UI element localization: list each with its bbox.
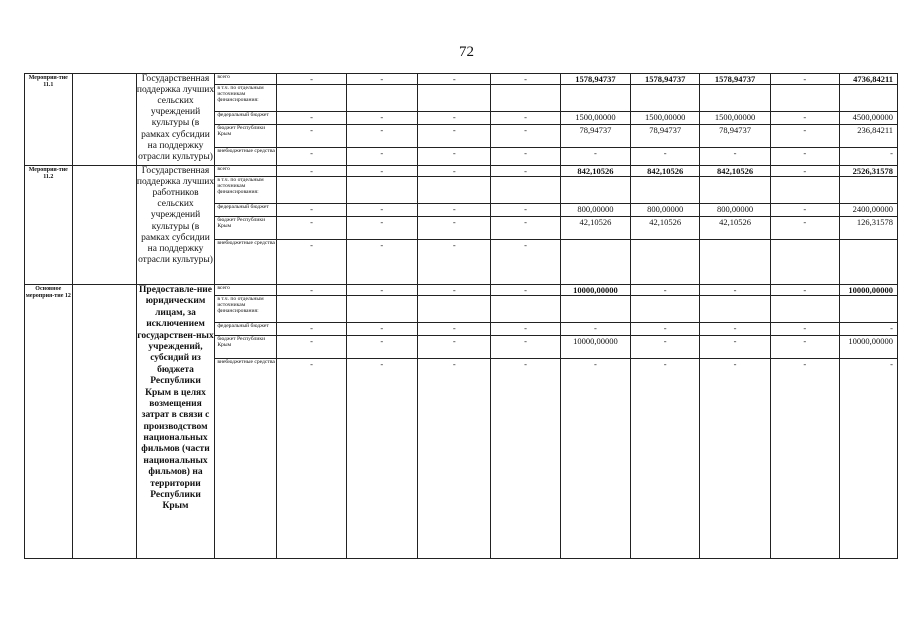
value-cell bbox=[631, 85, 700, 112]
funding-source-label: всего bbox=[215, 166, 277, 177]
value-cell: - bbox=[418, 204, 491, 217]
value-cell: - bbox=[491, 112, 560, 125]
value-cell: - bbox=[277, 74, 346, 85]
value-cell: - bbox=[491, 285, 560, 296]
value-cell: 1500,00000 bbox=[631, 112, 700, 125]
value-cell: - bbox=[346, 166, 417, 177]
value-cell: - bbox=[418, 148, 491, 166]
value-cell bbox=[840, 177, 898, 204]
value-cell: - bbox=[346, 240, 417, 285]
measure-label: Мероприя-тие 11.1 bbox=[25, 74, 73, 166]
value-cell bbox=[346, 85, 417, 112]
funding-source-label: внебюджетные средства bbox=[215, 359, 277, 559]
value-cell: 800,00000 bbox=[560, 204, 630, 217]
value-cell: - bbox=[346, 74, 417, 85]
value-cell bbox=[770, 240, 839, 285]
value-cell bbox=[277, 177, 346, 204]
value-cell: - bbox=[840, 323, 898, 336]
value-cell: - bbox=[491, 125, 560, 148]
value-cell bbox=[418, 85, 491, 112]
measure-label: Основное мероприя-тие 12 bbox=[25, 285, 73, 559]
measure-label: Мероприя-тие 11.2 bbox=[25, 166, 73, 285]
value-cell bbox=[840, 240, 898, 285]
value-cell: - bbox=[631, 323, 700, 336]
value-cell: - bbox=[840, 359, 898, 559]
funding-source-label: бюджет Республики Крым bbox=[215, 125, 277, 148]
value-cell bbox=[346, 177, 417, 204]
measure-description: Государственная поддержка лучших работников сельских учреждений культуры (в рамках субсидии на поддержку отрасли культуры) bbox=[136, 166, 215, 285]
value-cell: - bbox=[277, 240, 346, 285]
empty-cell bbox=[72, 166, 136, 285]
value-cell: - bbox=[346, 359, 417, 559]
value-cell bbox=[700, 296, 770, 323]
value-cell: - bbox=[418, 240, 491, 285]
value-cell: - bbox=[277, 285, 346, 296]
value-cell bbox=[491, 85, 560, 112]
value-cell: - bbox=[346, 204, 417, 217]
funding-source-label: в т.ч. по отдельным источникам финансирования: bbox=[215, 296, 277, 323]
value-cell: - bbox=[700, 285, 770, 296]
value-cell: - bbox=[560, 323, 630, 336]
measure-description: Предоставле-ние юридическим лицам, за исключением государствен-ных учреждений, субсидий из бюджета Республики Крым в целях возмещения затрат в связи с производством национальных фильмов (части национальных фильмов) на территории Республики Крым bbox=[136, 285, 215, 559]
value-cell: - bbox=[418, 125, 491, 148]
value-cell: - bbox=[418, 285, 491, 296]
value-cell bbox=[418, 177, 491, 204]
empty-cell bbox=[72, 74, 136, 166]
value-cell bbox=[560, 296, 630, 323]
value-cell: - bbox=[277, 125, 346, 148]
value-cell: 78,94737 bbox=[560, 125, 630, 148]
value-cell: - bbox=[770, 166, 839, 177]
value-cell bbox=[346, 296, 417, 323]
funding-source-label: внебюджетные средства bbox=[215, 240, 277, 285]
value-cell: - bbox=[418, 112, 491, 125]
value-cell bbox=[560, 240, 630, 285]
value-cell: - bbox=[277, 204, 346, 217]
value-cell bbox=[631, 240, 700, 285]
table-row bbox=[25, 74, 898, 85]
funding-source-label: федеральный бюджет bbox=[215, 323, 277, 336]
value-cell: 42,10526 bbox=[560, 217, 630, 240]
value-cell: - bbox=[770, 148, 839, 166]
value-cell: - bbox=[700, 323, 770, 336]
value-cell: 78,94737 bbox=[700, 125, 770, 148]
value-cell: - bbox=[631, 359, 700, 559]
value-cell: 842,10526 bbox=[700, 166, 770, 177]
value-cell: - bbox=[491, 166, 560, 177]
value-cell: - bbox=[418, 217, 491, 240]
value-cell: 1578,94737 bbox=[700, 74, 770, 85]
value-cell: - bbox=[277, 359, 346, 559]
value-cell: 4736,84211 bbox=[840, 74, 898, 85]
value-cell: - bbox=[346, 336, 417, 359]
value-cell bbox=[840, 296, 898, 323]
value-cell bbox=[277, 85, 346, 112]
value-cell: 1500,00000 bbox=[700, 112, 770, 125]
funding-source-label: всего bbox=[215, 285, 277, 296]
table-row bbox=[25, 166, 898, 177]
value-cell bbox=[277, 296, 346, 323]
value-cell: - bbox=[770, 285, 839, 296]
value-cell bbox=[560, 177, 630, 204]
value-cell bbox=[700, 85, 770, 112]
value-cell: - bbox=[770, 74, 839, 85]
funding-source-label: федеральный бюджет bbox=[215, 204, 277, 217]
value-cell: - bbox=[770, 112, 839, 125]
value-cell: - bbox=[346, 323, 417, 336]
value-cell: 800,00000 bbox=[631, 204, 700, 217]
value-cell: - bbox=[418, 323, 491, 336]
value-cell bbox=[560, 85, 630, 112]
value-cell: - bbox=[491, 204, 560, 217]
value-cell: 10000,00000 bbox=[840, 285, 898, 296]
value-cell bbox=[631, 177, 700, 204]
value-cell: - bbox=[418, 166, 491, 177]
value-cell: - bbox=[277, 166, 346, 177]
value-cell: - bbox=[346, 285, 417, 296]
funding-source-label: в т.ч. по отдельным источникам финансирования: bbox=[215, 85, 277, 112]
value-cell bbox=[840, 85, 898, 112]
value-cell: 10000,00000 bbox=[560, 336, 630, 359]
value-cell: 1578,94737 bbox=[631, 74, 700, 85]
value-cell: - bbox=[770, 336, 839, 359]
value-cell: 10000,00000 bbox=[840, 336, 898, 359]
value-cell: 1500,00000 bbox=[560, 112, 630, 125]
value-cell: - bbox=[631, 336, 700, 359]
value-cell: - bbox=[491, 359, 560, 559]
value-cell: - bbox=[491, 323, 560, 336]
value-cell: - bbox=[631, 285, 700, 296]
value-cell: - bbox=[491, 148, 560, 166]
value-cell: - bbox=[560, 359, 630, 559]
value-cell bbox=[770, 177, 839, 204]
value-cell: - bbox=[418, 359, 491, 559]
value-cell bbox=[700, 177, 770, 204]
value-cell: - bbox=[631, 148, 700, 166]
value-cell bbox=[770, 85, 839, 112]
value-cell bbox=[491, 177, 560, 204]
value-cell: - bbox=[277, 217, 346, 240]
measure-description: Государственная поддержка лучших сельских учреждений культуры (в рамках субсидии на поддержку отрасли культуры) bbox=[136, 74, 215, 166]
value-cell bbox=[631, 296, 700, 323]
value-cell: 236,84211 bbox=[840, 125, 898, 148]
value-cell: 78,94737 bbox=[631, 125, 700, 148]
value-cell bbox=[770, 296, 839, 323]
value-cell: 42,10526 bbox=[700, 217, 770, 240]
value-cell: - bbox=[277, 148, 346, 166]
value-cell: - bbox=[840, 148, 898, 166]
value-cell: - bbox=[491, 217, 560, 240]
value-cell: 1578,94737 bbox=[560, 74, 630, 85]
funding-source-label: в т.ч. по отдельным источникам финансирования: bbox=[215, 177, 277, 204]
value-cell: - bbox=[346, 148, 417, 166]
funding-source-label: федеральный бюджет bbox=[215, 112, 277, 125]
value-cell: - bbox=[770, 125, 839, 148]
funding-source-label: внебюджетные средства bbox=[215, 148, 277, 166]
budget-table bbox=[24, 73, 898, 559]
value-cell: - bbox=[770, 204, 839, 217]
funding-source-label: всего bbox=[215, 74, 277, 85]
value-cell: - bbox=[418, 336, 491, 359]
funding-source-label: бюджет Республики Крым bbox=[215, 217, 277, 240]
table-row bbox=[25, 285, 898, 296]
value-cell: - bbox=[700, 336, 770, 359]
value-cell: - bbox=[770, 359, 839, 559]
value-cell: - bbox=[491, 240, 560, 285]
value-cell: 2526,31578 bbox=[840, 166, 898, 177]
value-cell: - bbox=[700, 148, 770, 166]
value-cell: - bbox=[700, 359, 770, 559]
value-cell: 10000,00000 bbox=[560, 285, 630, 296]
value-cell: - bbox=[418, 74, 491, 85]
value-cell: - bbox=[560, 148, 630, 166]
value-cell: - bbox=[346, 125, 417, 148]
value-cell: - bbox=[770, 217, 839, 240]
value-cell: 2400,00000 bbox=[840, 204, 898, 217]
value-cell: - bbox=[277, 336, 346, 359]
value-cell: - bbox=[346, 217, 417, 240]
value-cell: 842,10526 bbox=[631, 166, 700, 177]
value-cell: 126,31578 bbox=[840, 217, 898, 240]
value-cell: 800,00000 bbox=[700, 204, 770, 217]
value-cell: - bbox=[491, 74, 560, 85]
empty-cell bbox=[72, 285, 136, 559]
page-number: 72 bbox=[459, 44, 474, 60]
value-cell: - bbox=[277, 323, 346, 336]
value-cell bbox=[700, 240, 770, 285]
value-cell: - bbox=[346, 112, 417, 125]
value-cell: - bbox=[770, 323, 839, 336]
value-cell: 42,10526 bbox=[631, 217, 700, 240]
value-cell: - bbox=[491, 336, 560, 359]
value-cell: 842,10526 bbox=[560, 166, 630, 177]
funding-source-label: бюджет Республики Крым bbox=[215, 336, 277, 359]
value-cell: 4500,00000 bbox=[840, 112, 898, 125]
value-cell bbox=[418, 296, 491, 323]
value-cell bbox=[491, 296, 560, 323]
value-cell: - bbox=[277, 112, 346, 125]
